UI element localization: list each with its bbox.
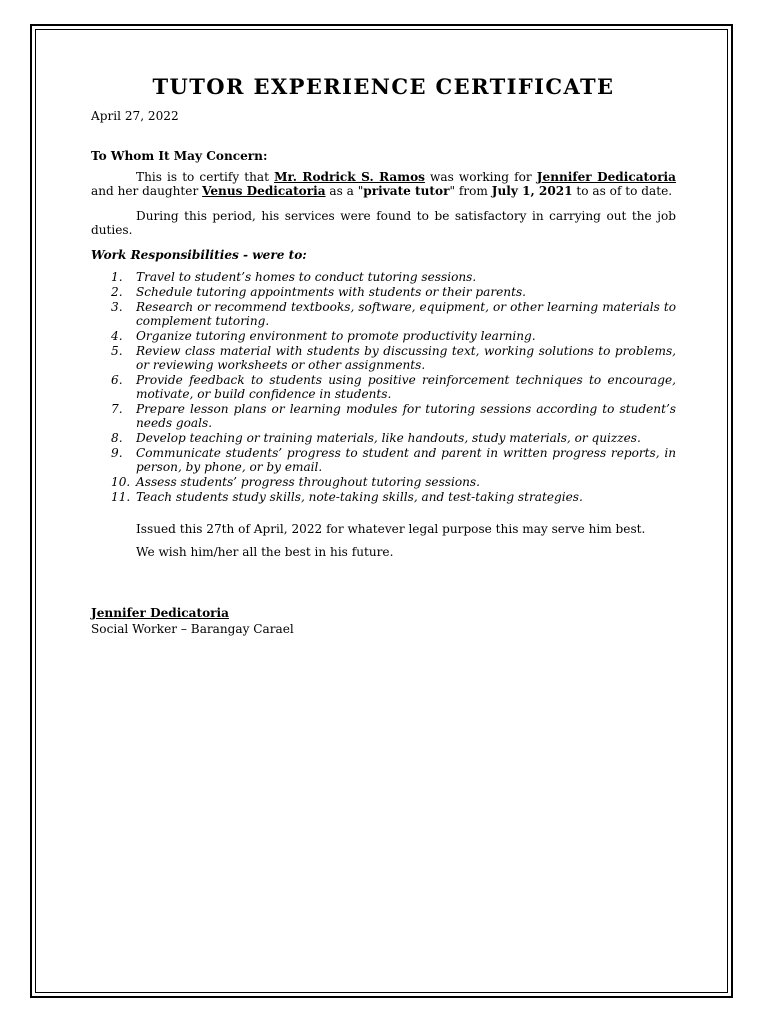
para1-text-2: was working for	[424, 170, 537, 184]
signatory-title: Social Worker – Barangay Carael	[91, 622, 294, 636]
para1-text-3: and her daughter	[91, 184, 203, 198]
list-item-text: Develop teaching or training materials, like handouts, study materials, or quizzes.	[136, 431, 641, 445]
list-item-text: Provide feedback to students using positive reinforcement techniques to encourage, motivate, or build confidence in students.	[136, 373, 676, 401]
list-item-text: Assess students’ progress throughout tutoring sessions.	[136, 475, 480, 489]
service-paragraph	[91, 209, 676, 237]
responsibilities-list	[91, 270, 676, 505]
list-item	[91, 300, 676, 328]
list-item	[91, 446, 676, 474]
list-item-number: 11.	[111, 490, 131, 504]
list-item-number: 3.	[111, 300, 123, 314]
responsibilities-heading: Work Responsibilities - were to:	[91, 248, 307, 262]
list-item	[91, 329, 676, 343]
list-item-text: Research or recommend textbooks, software, equipment, or other learning materials to complement tutoring.	[136, 300, 676, 328]
issuance-statement: Issued this 27th of April, 2022 for whatever legal purpose this may serve him best.	[136, 522, 646, 536]
issue-date: April 27, 2022	[91, 109, 179, 123]
list-item	[91, 373, 676, 401]
list-item-text: Organize tutoring environment to promote productivity learning.	[136, 329, 536, 343]
list-item-text: Review class material with students by discussing text, working solutions to problems, or reviewing worksheets or other assignments.	[136, 344, 676, 372]
para1-text-4: as a "	[325, 184, 364, 198]
list-item	[91, 344, 676, 372]
signatory-name: Jennifer Dedicatoria	[91, 606, 229, 620]
list-item-number: 9.	[111, 446, 123, 460]
list-item	[91, 490, 676, 504]
list-item	[91, 270, 676, 284]
list-item-number: 7.	[111, 402, 123, 416]
certification-paragraph	[91, 170, 676, 198]
para1-text-6: to as of to date.	[572, 184, 673, 198]
certificate-title: TUTOR EXPERIENCE CERTIFICATE	[152, 74, 615, 99]
para1-text-1: This is to certify that	[136, 170, 275, 184]
list-item	[91, 431, 676, 445]
list-item-text: Travel to student’s homes to conduct tutoring sessions.	[136, 270, 477, 284]
list-item-number: 4.	[111, 329, 123, 343]
list-item-number: 6.	[111, 373, 123, 387]
list-item-text: Prepare lesson plans or learning modules for tutoring sessions according to student’s needs goals.	[136, 402, 676, 430]
para1-text-5: " from	[449, 184, 492, 198]
list-item-number: 1.	[111, 270, 123, 284]
list-item-number: 10.	[111, 475, 131, 489]
list-item-text: Communicate students’ progress to student and parent in written progress reports, in person, by phone, or by email.	[136, 446, 676, 474]
list-item	[91, 402, 676, 430]
tutor-role: private tutor	[363, 184, 450, 198]
list-item-text: Schedule tutoring appointments with students or their parents.	[136, 285, 526, 299]
list-item-number: 8.	[111, 431, 123, 445]
list-item	[91, 475, 676, 489]
list-item	[91, 285, 676, 299]
well-wishes: We wish him/her all the best in his future.	[136, 545, 394, 559]
list-item-number: 5.	[111, 344, 123, 358]
list-item-text: Teach students study skills, note-taking skills, and test-taking strategies.	[136, 490, 583, 504]
tutor-name: Mr. Rodrick S. Ramos	[274, 170, 425, 184]
salutation: To Whom It May Concern:	[91, 149, 268, 163]
para2-text: During this period, his services were found to be satisfactory in carrying out the job duties.	[91, 209, 676, 237]
start-date: July 1, 2021	[491, 184, 573, 198]
daughter-name: Venus Dedicatoria	[202, 184, 326, 198]
employer-name: Jennifer Dedicatoria	[536, 170, 676, 184]
list-item-number: 2.	[111, 285, 123, 299]
